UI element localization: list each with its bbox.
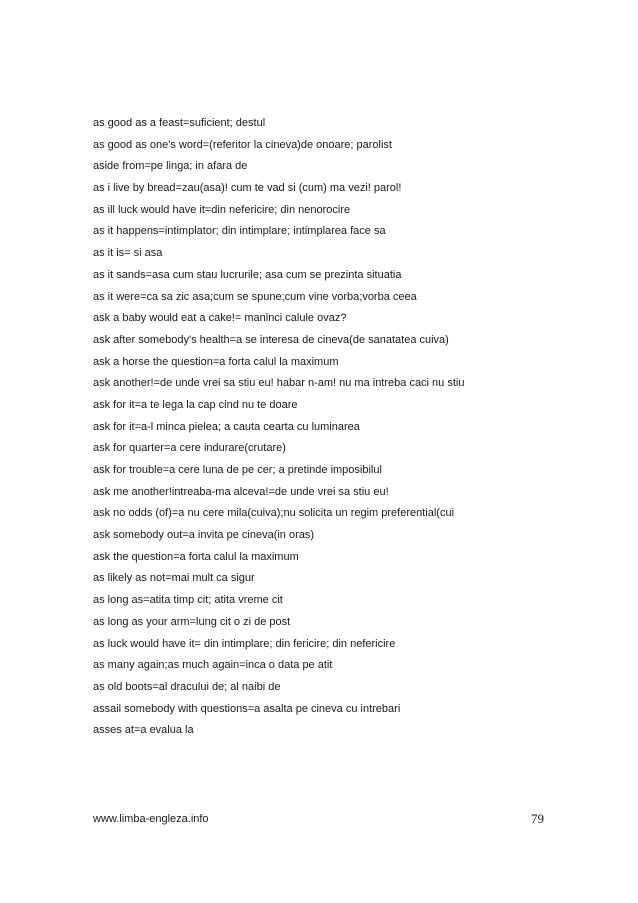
entry-line: ask after somebody's health=a se interesa de cineva(de sanatatea cuiva) — [93, 333, 449, 346]
entry-line: ask a baby would eat a cake!= maninci calule ovaz? — [93, 312, 347, 325]
entry-line: ask for quarter=a cere indurare(crutare) — [93, 442, 286, 455]
page-number: 79 — [531, 811, 544, 826]
entry-line: as many again;as much again=inca o data pe atit — [93, 659, 333, 672]
entry-line: ask another!=de unde vrei sa stiu eu! habar n-am! nu ma intreba caci nu stiu — [93, 377, 465, 390]
entry-line: ask somebody out=a invita pe cineva(in oras) — [93, 529, 315, 542]
entry-line: as it is= si asa — [93, 247, 163, 260]
entry-line: ask for it=a-l minca pielea; a cauta cearta cu luminarea — [93, 420, 360, 433]
footer-url: www.limba-engleza.info — [93, 813, 209, 825]
entry-line: as luck would have it= din intimplare; din fericire; din nefericire — [93, 637, 396, 650]
entry-line: as it were=ca sa zic asa;cum se spune;cum vine vorba;vorba ceea — [93, 290, 417, 303]
entry-line: ask for it=a te lega la cap cind nu te doare — [93, 398, 298, 411]
entry-line: as likely as not=mai mult ca sigur — [93, 572, 255, 585]
entry-line: asses at=a evalua la — [93, 724, 194, 737]
entry-line: as long as=atita timp cit; atita vreme cit — [93, 594, 283, 607]
entry-line: as good as one's word=(referitor la cineva)de onoare; parolist — [93, 138, 392, 151]
entry-line: ask me another!intreaba-ma alceva!=de unde vrei sa stiu eu! — [93, 485, 389, 498]
entry-line: ask a horse the question=a forta calul la maximum — [93, 355, 339, 368]
entry-line: aside from=pe linga; in afara de — [93, 160, 248, 173]
entry-line: as old boots=al dracului de; al naibi de — [93, 680, 281, 693]
entry-line: as ill luck would have it=din nefericire; din nenorocire — [93, 203, 351, 216]
entry-line: ask no odds (of)=a nu cere mila(cuiva);nu solicita un regim preferential(cui — [93, 507, 455, 520]
entry-line: as it happens=intimplator; din intimplare; intimplarea face sa — [93, 225, 386, 238]
entry-line: ask for trouble=a cere luna de pe cer; a pretinde imposibilul — [93, 464, 382, 476]
entry-line: as long as your arm=lung cit o zi de post — [93, 615, 291, 628]
entry-line: assail somebody with questions=a asalta pe cineva cu intrebari — [93, 702, 401, 715]
entry-line: ask the question=a forta calul la maximum — [93, 550, 299, 563]
entry-line: as good as a feast=suficient; destul — [93, 117, 266, 129]
entry-list — [93, 113, 553, 742]
entry-line: as it sands=asa cum stau lucrurile; asa cum se prezinta situatia — [93, 268, 402, 281]
entry-line: as i live by bread=zau(asa)! cum te vad si (cum) ma vezi! parol! — [93, 182, 402, 195]
